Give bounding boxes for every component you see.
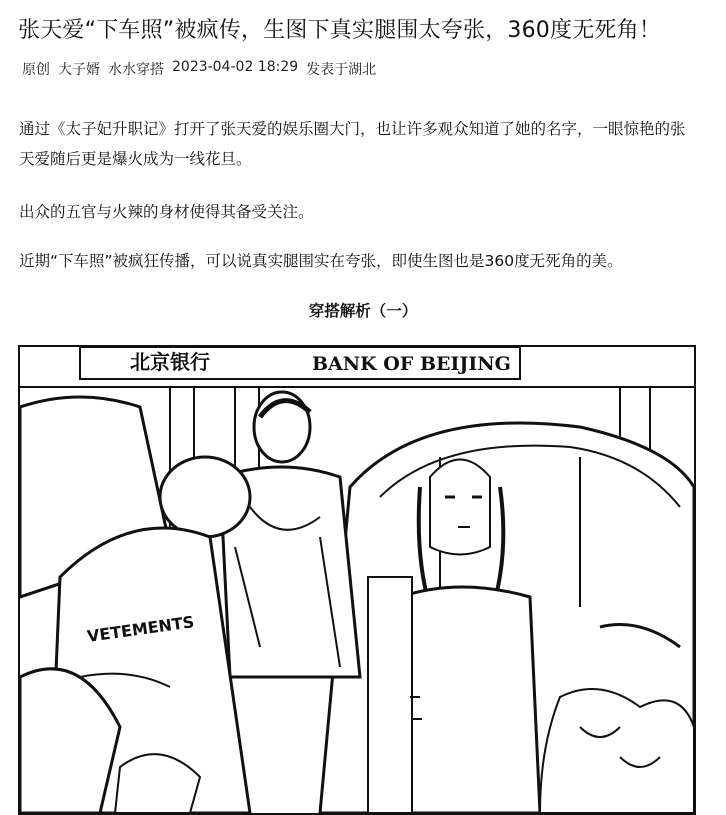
jacket-text: VETEMENTS [85, 612, 196, 646]
bank-sign-text: BANK OF BEIJING [312, 353, 511, 375]
section-heading: 穿搭解析（一） [308, 302, 418, 320]
column-name[interactable]: 水水穿搭 [108, 62, 164, 78]
paragraph-photo: 近期“下车照”被疯狂传播，可以说真实腿围实在夸张，即使生图也是360度无死角的美。 [19, 252, 623, 270]
article-meta [22, 59, 376, 79]
author-name[interactable]: 大子婿 [58, 62, 100, 78]
sign-cn-text: 北京银行 [130, 350, 210, 374]
original-tag: 原创 [22, 62, 50, 78]
publish-location: 发表于湖北 [306, 62, 377, 78]
paragraph-intro: 通过《太子妃升职记》打开了张天爱的娱乐圈大门，也让许多观众知道了她的名字，一眼惊艳的张天爱随后更是爆火成为一线花旦。 [19, 120, 686, 168]
article-title: 张天爱“下车照”被疯传，生图下真实腿围太夸张，360度无死角！ [18, 18, 661, 43]
photo-illustration [20, 347, 694, 813]
publish-datetime: 2023-04-02 18:29 [172, 59, 299, 75]
paragraph-features: 出众的五官与火辣的身材使得其备受关注。 [19, 203, 314, 221]
article-photo[interactable] [18, 345, 696, 815]
